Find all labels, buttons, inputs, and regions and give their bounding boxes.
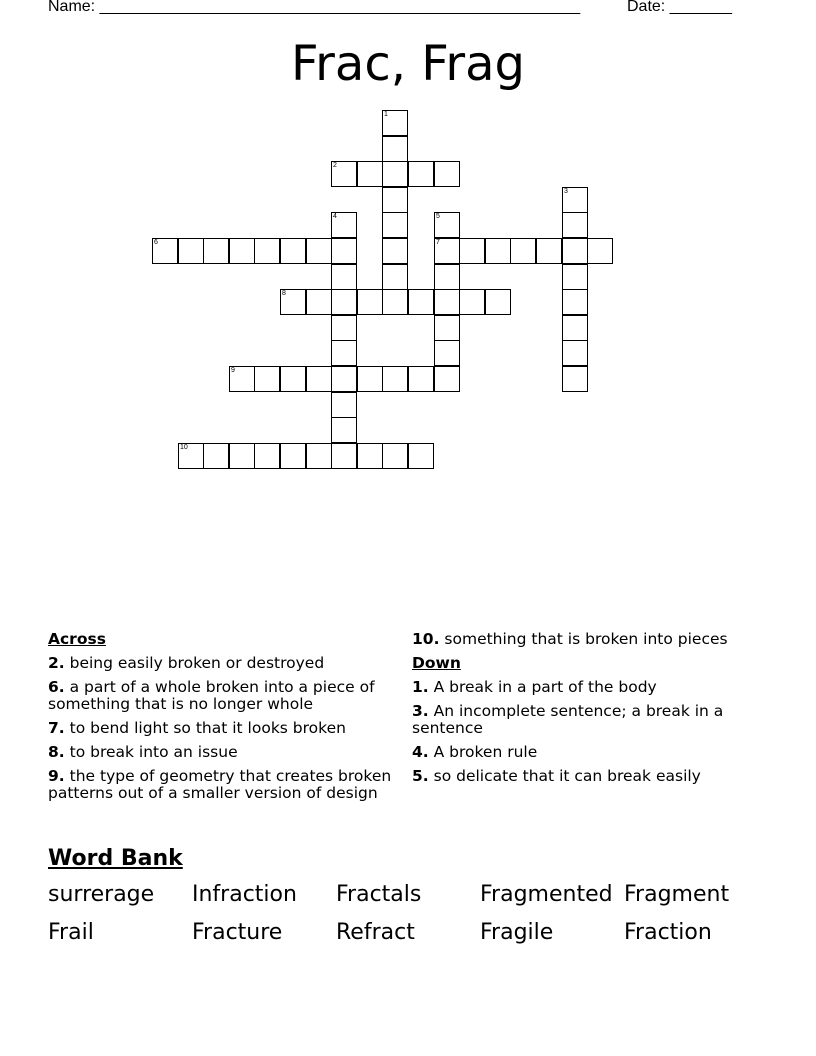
crossword-cell[interactable] (459, 289, 485, 315)
crossword-cell[interactable] (587, 238, 613, 264)
crossword-cell[interactable] (280, 366, 306, 392)
crossword-cell[interactable] (331, 443, 357, 469)
clue-across-6: 6. a part of a whole broken into a piece of something that is no longer whole (48, 678, 375, 713)
down-clues (412, 631, 772, 792)
crossword-cell[interactable] (178, 443, 204, 469)
crossword-cell[interactable] (306, 289, 332, 315)
crossword-cell[interactable] (254, 238, 280, 264)
clue-across-10: 10. something that is broken into pieces (412, 630, 728, 648)
clue-down-4: 4. A broken rule (412, 743, 538, 761)
crossword-cell[interactable] (434, 264, 460, 290)
crossword-grid (0, 0, 816, 500)
clue-across-7: 7. to bend light so that it looks broken (48, 719, 346, 737)
clue-number: 8 (282, 290, 286, 297)
crossword-cell[interactable] (382, 161, 408, 187)
down-heading: Down (412, 654, 461, 672)
word-bank (48, 882, 768, 945)
clue-across-9: 9. the type of geometry that creates broken patterns out of a smaller version of design (48, 767, 392, 802)
word-bank-item: Frail (48, 920, 94, 945)
crossword-cell[interactable] (357, 366, 383, 392)
crossword-cell[interactable] (331, 238, 357, 264)
clue-down-5: 5. so delicate that it can break easily (412, 767, 701, 785)
crossword-cell[interactable] (357, 443, 383, 469)
crossword-cell[interactable] (280, 289, 306, 315)
word-bank-item: Fraction (624, 920, 712, 945)
clue-number: 5 (436, 213, 440, 220)
crossword-cell[interactable] (331, 212, 357, 238)
crossword-cell[interactable] (382, 212, 408, 238)
crossword-cell[interactable] (382, 289, 408, 315)
crossword-cell[interactable] (280, 443, 306, 469)
word-bank-item: Fragile (480, 920, 554, 945)
crossword-cell[interactable] (562, 289, 588, 315)
word-bank-title: Word Bank (48, 846, 183, 871)
crossword-cell[interactable] (254, 366, 280, 392)
crossword-cell[interactable] (357, 289, 383, 315)
crossword-cell[interactable] (382, 187, 408, 213)
clue-number: 1 (384, 111, 388, 118)
clue-number: 3 (564, 188, 568, 195)
crossword-cell[interactable] (434, 238, 460, 264)
crossword-cell[interactable] (408, 161, 434, 187)
crossword-cell[interactable] (203, 443, 229, 469)
across-clues (48, 631, 393, 809)
crossword-cell[interactable] (382, 443, 408, 469)
crossword-cell[interactable] (331, 289, 357, 315)
crossword-cell[interactable] (229, 238, 255, 264)
crossword-cell[interactable] (306, 366, 332, 392)
date-label: Date: (627, 0, 666, 15)
word-bank-item: Fragment (624, 882, 730, 907)
name-blank[interactable]: ______________________________________________________ (99, 0, 581, 15)
crossword-cell[interactable] (510, 238, 536, 264)
crossword-cell[interactable] (382, 110, 408, 136)
crossword-cell[interactable] (331, 161, 357, 187)
clue-down-3: 3. An incomplete sentence; a break in a sentence (412, 702, 724, 737)
crossword-cell[interactable] (562, 315, 588, 341)
clue-number: 2 (333, 162, 337, 169)
crossword-cell[interactable] (408, 443, 434, 469)
crossword-cell[interactable] (408, 366, 434, 392)
crossword-cell[interactable] (178, 238, 204, 264)
crossword-cell[interactable] (536, 238, 562, 264)
crossword-cell[interactable] (562, 238, 588, 264)
crossword-cell[interactable] (306, 443, 332, 469)
crossword-cell[interactable] (485, 238, 511, 264)
crossword-cell[interactable] (152, 238, 178, 264)
crossword-cell[interactable] (434, 212, 460, 238)
crossword-cell[interactable] (434, 289, 460, 315)
crossword-cell[interactable] (331, 264, 357, 290)
crossword-cell[interactable] (408, 289, 434, 315)
crossword-cell[interactable] (280, 238, 306, 264)
crossword-cell[interactable] (254, 443, 280, 469)
clue-number: 10 (180, 444, 188, 451)
clue-number: 6 (154, 239, 158, 246)
crossword-cell[interactable] (229, 443, 255, 469)
crossword-cell[interactable] (382, 264, 408, 290)
crossword-cell[interactable] (562, 187, 588, 213)
clue-down-1: 1. A break in a part of the body (412, 678, 657, 696)
word-bank-item: Infraction (192, 882, 297, 907)
crossword-cell[interactable] (331, 392, 357, 418)
name-label: Name: (48, 0, 96, 15)
word-bank-item: Fractals (336, 882, 422, 907)
clue-number: 4 (333, 213, 337, 220)
crossword-cell[interactable] (562, 212, 588, 238)
crossword-cell[interactable] (331, 417, 357, 443)
crossword-cell[interactable] (562, 340, 588, 366)
word-bank-item: surrerage (48, 882, 155, 907)
crossword-cell[interactable] (382, 136, 408, 162)
clue-across-8: 8. to break into an issue (48, 743, 238, 761)
crossword-cell[interactable] (562, 366, 588, 392)
word-bank-item: Refract (336, 920, 415, 945)
crossword-cell[interactable] (331, 315, 357, 341)
crossword-cell[interactable] (382, 238, 408, 264)
word-bank-item: Fracture (192, 920, 283, 945)
across-heading: Across (48, 630, 106, 648)
crossword-cell[interactable] (434, 315, 460, 341)
crossword-cell[interactable] (357, 161, 383, 187)
crossword-cell[interactable] (459, 238, 485, 264)
page-title: Frac, Frag (291, 36, 525, 92)
crossword-cell[interactable] (331, 366, 357, 392)
crossword-cell[interactable] (434, 340, 460, 366)
clue-number: 9 (231, 367, 235, 374)
crossword-cell[interactable] (306, 238, 332, 264)
crossword-cell[interactable] (434, 161, 460, 187)
crossword-cell[interactable] (434, 366, 460, 392)
crossword-cell[interactable] (485, 289, 511, 315)
date-blank[interactable]: _______ (669, 0, 732, 15)
clue-number: 7 (436, 239, 440, 246)
crossword-cell[interactable] (203, 238, 229, 264)
word-bank-item: Fragmented (480, 882, 613, 907)
crossword-cell[interactable] (382, 366, 408, 392)
crossword-cell[interactable] (331, 340, 357, 366)
crossword-cell[interactable] (562, 264, 588, 290)
clue-across-2: 2. being easily broken or destroyed (48, 654, 325, 672)
crossword-cell[interactable] (229, 366, 255, 392)
